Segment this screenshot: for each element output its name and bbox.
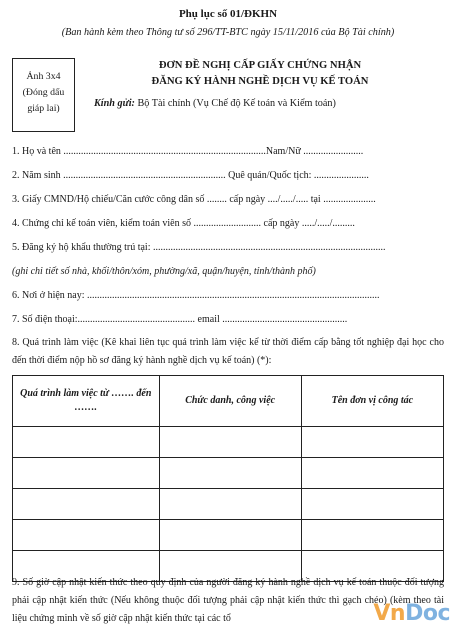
column-period: Quá trình làm việc từ ……. đến ……. xyxy=(13,376,160,427)
vndoc-watermark-logo xyxy=(373,601,450,626)
table-cell[interactable] xyxy=(13,489,160,520)
table-cell[interactable] xyxy=(301,427,443,458)
appendix-number: Phụ lục số 01/ĐKHN xyxy=(178,8,278,20)
work-history-table xyxy=(12,375,444,582)
issued-with-note: (Ban hành kèm theo Thông tư số 296/TT-BTC ngày 15/11/2016 của Bộ Tài chính) xyxy=(61,27,395,38)
field-current-address[interactable]: 6. Nơi ở hiện nay: ..................................................................................................................... xyxy=(12,290,380,301)
recipient-value: Bộ Tài chính (Vụ Chế độ Kế toán và Kiểm toán) xyxy=(137,98,336,109)
photo-stamp-label-2: giáp lai) xyxy=(27,103,60,114)
form-title-line-2: ĐĂNG KÝ HÀNH NGHỀ DỊCH VỤ KẾ TOÁN xyxy=(151,76,369,87)
table-cell[interactable] xyxy=(159,489,301,520)
table-cell[interactable] xyxy=(301,520,443,551)
photo-placeholder-box xyxy=(12,58,75,132)
field-permanent-address[interactable]: 5. Đăng ký hộ khẩu thường trú tại: ............................................................................................. xyxy=(12,242,386,253)
table-cell[interactable] xyxy=(13,520,160,551)
field-certificate[interactable]: 4. Chứng chỉ kế toán viên, kiểm toán viên số ........................... cấp ngày ...../...../......... xyxy=(12,218,355,229)
recipient xyxy=(94,98,336,109)
table-row xyxy=(13,458,444,489)
field-full-name[interactable]: 1. Họ và tên .................................................................................Nam/Nữ ........................ xyxy=(12,146,364,157)
table-cell[interactable] xyxy=(159,458,301,489)
form-title-line-1: ĐƠN ĐỀ NGHỊ CẤP GIẤY CHỨNG NHẬN xyxy=(158,60,362,71)
field-birth-year[interactable]: 2. Năm sinh ................................................................. Quê quán/Quốc tịch: ...................... xyxy=(12,170,369,181)
table-cell[interactable] xyxy=(159,520,301,551)
field-knowledge-update-hours: 9. Số giờ cập nhật kiến thức theo quy định của người đăng ký hành nghề dịch vụ kế toán thuộc đối tượng phải cập nhật kiến thức (Nếu không thuộc đối tượng phải cập nhật kiến thức thì gạch chéo) (kèm theo tài liệu chứng minh về số giờ cập nhật kiến thức tại các tổ xyxy=(12,577,444,624)
table-row xyxy=(13,427,444,458)
field-address-note: (ghi chi tiết số nhà, khối/thôn/xóm, phường/xã, quận/huyện, tỉnh/thành phố) xyxy=(12,266,316,277)
watermark-part-1: Vn xyxy=(373,601,406,626)
table-cell[interactable] xyxy=(13,427,160,458)
table-cell[interactable] xyxy=(13,458,160,489)
photo-stamp-label: (Đóng dấu xyxy=(22,87,65,98)
recipient-label: Kính gửi: xyxy=(94,98,135,109)
table-cell[interactable] xyxy=(301,489,443,520)
photo-size-label: Ảnh 3x4 xyxy=(26,71,61,82)
table-cell[interactable] xyxy=(301,458,443,489)
column-position: Chức danh, công việc xyxy=(159,376,301,427)
table-row xyxy=(13,489,444,520)
table-row xyxy=(13,520,444,551)
field-phone-email[interactable]: 7. Số điện thoại:............................................... email .................................................. xyxy=(12,314,348,325)
table-cell[interactable] xyxy=(159,427,301,458)
field-id-card[interactable]: 3. Giấy CMND/Hộ chiếu/Căn cước công dân số ........ cấp ngày ..../...../..... tại ..................... xyxy=(12,194,376,205)
column-organization: Tên đơn vị công tác xyxy=(301,376,443,427)
field-work-history-intro: 8. Quá trình làm việc (Kê khai liên tục quá trình làm việc kể từ thời điểm cấp bằng tốt nghiệp đại học cho đến thời điểm nộp hồ sơ đăng ký hành nghề dịch vụ kế toán) (*): xyxy=(12,337,444,366)
watermark-part-2: Doc xyxy=(405,601,450,626)
